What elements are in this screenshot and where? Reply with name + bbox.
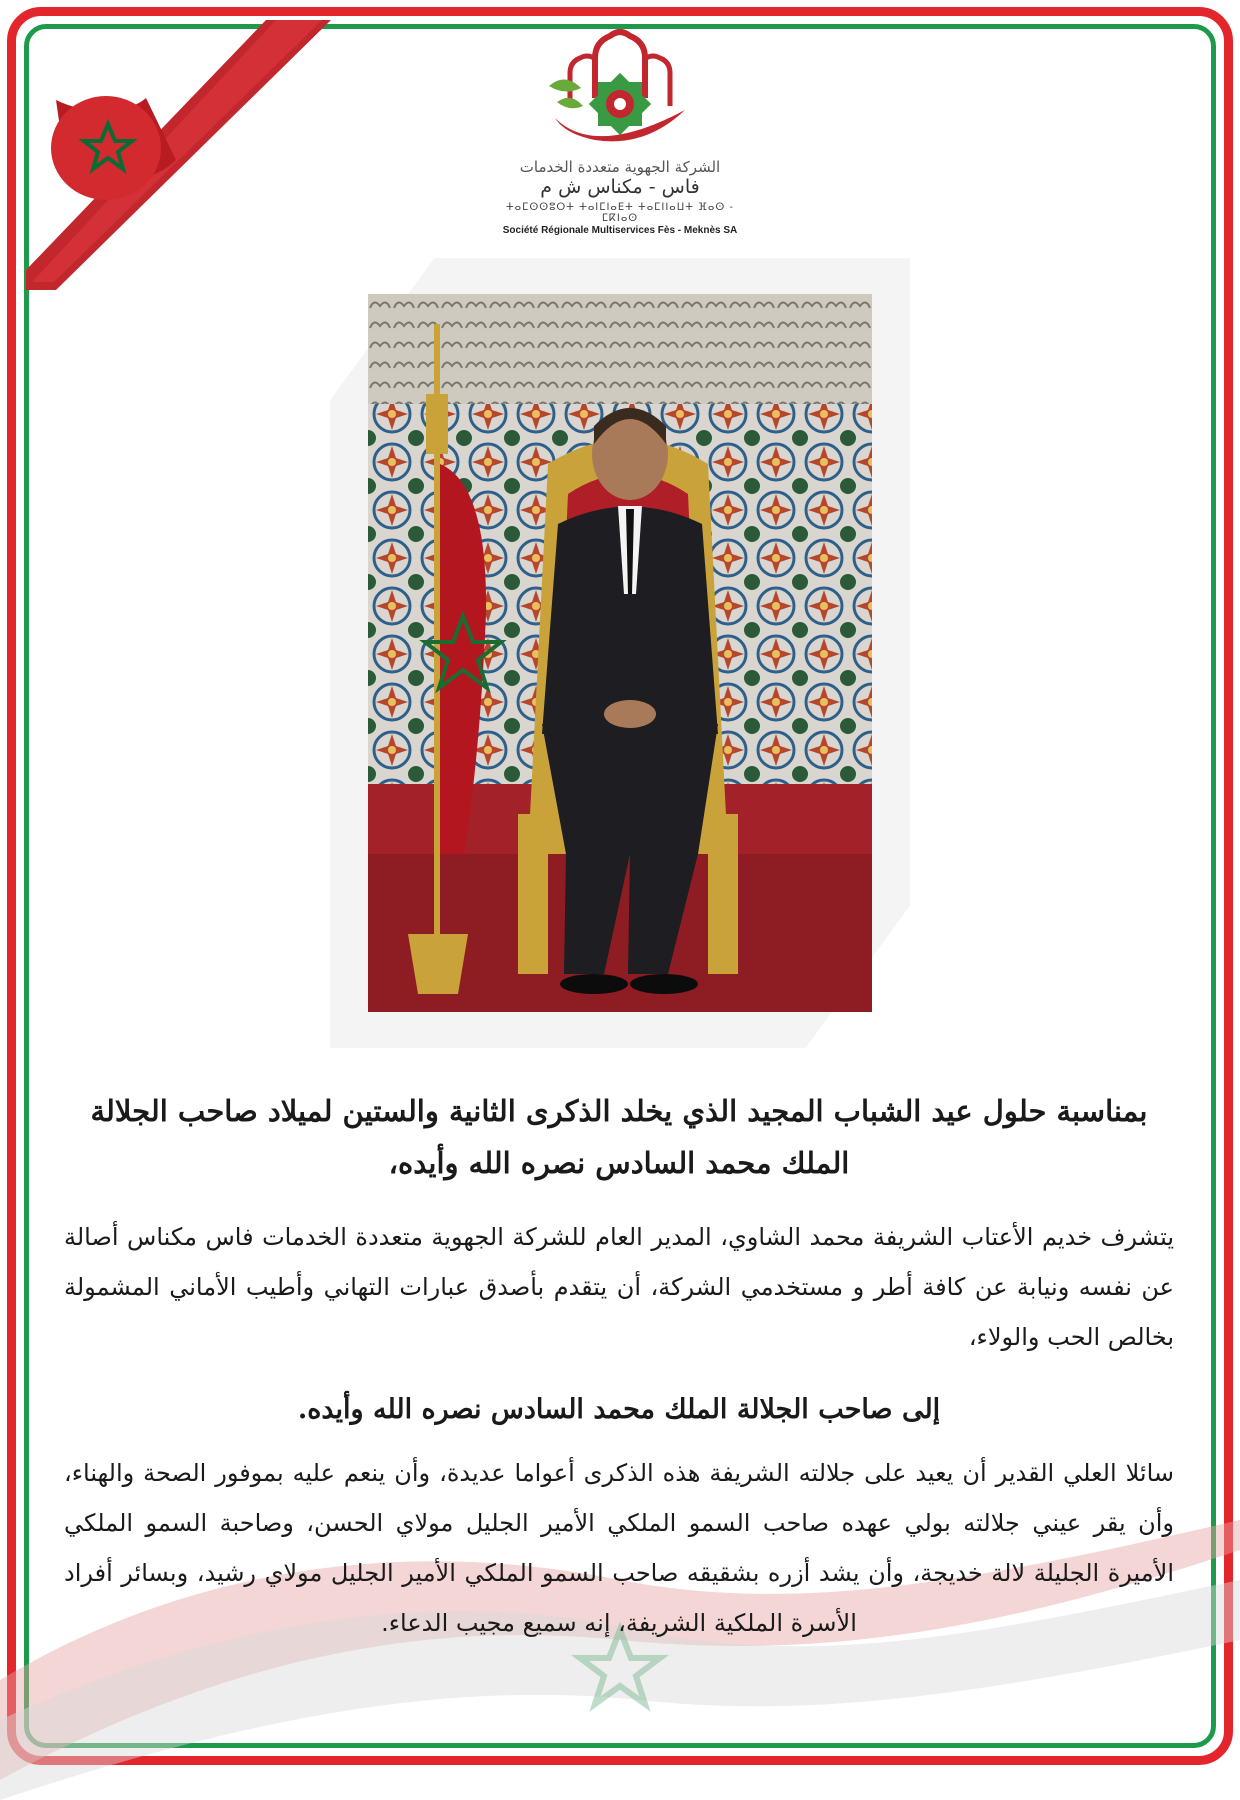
logo-arabic-city: فاس - مكناس ش م (540, 176, 700, 198)
logo-french-name: Société Régionale Multiservices Fès - Meknès SA (502, 225, 738, 236)
flag-ribbon (26, 20, 336, 290)
company-logo (500, 28, 740, 260)
greeting-paragraph: يتشرف خديم الأعتاب الشريفة محمد الشاوي، المدير العام للشركة الجهوية متعددة الخدمات فاس مكناس أصالة عن نفسه ونيابة عن كافة أطر و مستخدمي الشركة، أن يتقدم بأصدق عبارات التهاني وأطيب الأماني المشمولة بخالص الحب والولاء، (64, 1223, 1174, 1351)
royal-portrait-image (368, 294, 872, 1012)
logo-arabic-name: الشركة الجهوية متعددة الخدمات (519, 158, 721, 176)
prayer-paragraph: سائلا العلي القدير أن يعيد على جلالته الشريفة هذه الذكرى أعواما عديدة، وأن ينعم عليه بموفور الصحة والهناء، وأن يقر عيني جلالته بولي عهده صاحب السمو الملكي الأمير الجليل مولاي الحسن، وصاحبة السمو الملكي الأميرة الجليلة لالة خديجة، وأن يشد أزره بشقيقه صاحب السمو الملكي الأمير الجليل مولاي رشيد، وبسائر أفراد الأسرة الملكية الشريفة، إنه سميع مجيب الدعاء. (64, 1459, 1174, 1637)
logo-emblem-icon (535, 28, 705, 154)
logo-tifinagh-name: ⵜⴰⵎⵙⵙⵓⵔⵜ ⵜⴰⵏⵎⵏⴰⴹⵜ ⵜⴰⵎⵏⵏⴰⵡⵜ ⴼⴰⵙ - ⵎⴽⵏⴰⵙ (505, 202, 734, 224)
dedication-line: إلى صاحب الجلالة الملك محمد السادس نصره الله وأيده. (297, 1394, 941, 1425)
portrait-frame (330, 258, 910, 1048)
congratulation-title: بمناسبة حلول عيد الشباب المجيد الذي يخلد الذكرى الثانية والستين لميلاد صاحب الجلالة الملك محمد السادس نصره الله وأيده، (90, 1094, 1148, 1180)
